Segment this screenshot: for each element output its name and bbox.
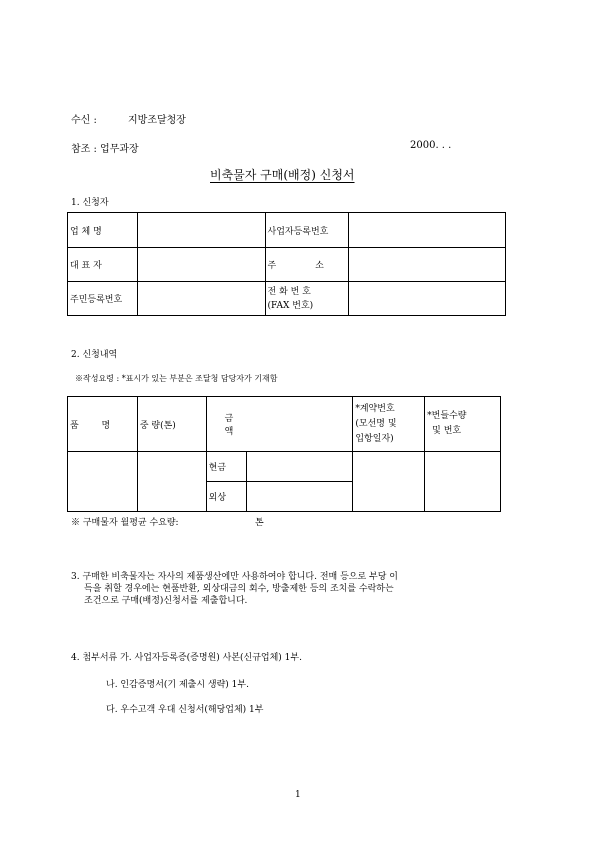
phone-field[interactable] — [349, 282, 506, 316]
table-row — [68, 452, 501, 482]
section1-heading: 1. 신청자 — [71, 198, 109, 208]
table-row — [68, 248, 506, 282]
item-field[interactable] — [68, 452, 138, 512]
request-table — [67, 396, 501, 512]
amount-header: 금 액 — [206, 397, 353, 452]
bundle-header-text: *번들수량 — [427, 411, 467, 421]
business-number-field[interactable] — [349, 213, 506, 248]
company-name-label: 업 체 명 — [68, 213, 138, 248]
cash-label: 현금 — [206, 452, 246, 482]
resident-number-label: 주민등록번호 — [68, 282, 138, 316]
representative-label: 대 표 자 — [68, 248, 138, 282]
table-row — [68, 282, 506, 316]
bundle-header-sub: 및 번호 — [432, 426, 462, 436]
document-title: 비축물자 구매(배정) 신청서 — [210, 168, 355, 182]
bundle-field[interactable] — [425, 452, 501, 512]
pledge-line-2: 득을 취할 경우에는 현품반환, 외상대금의 회수, 방출제한 등의 조치를 수락하는 — [84, 584, 394, 594]
address-label: 주 소 — [265, 248, 349, 282]
contract-header — [353, 397, 425, 452]
monthly-demand-label: ※ 구매물자 월평균 수요량: — [71, 518, 179, 528]
section2-heading: 2. 신청내역 — [71, 350, 118, 360]
attachments-line-2: 나. 인감증명서(기 제출시 생략) 1부. — [106, 680, 249, 690]
representative-field[interactable] — [137, 248, 265, 282]
pledge-line-1: 3. 구매한 비축물자는 자사의 제품생산에만 사용하여야 합니다. 전매 등으로 부당 이 — [71, 572, 398, 582]
address-field[interactable] — [349, 248, 506, 282]
quantity-field[interactable] — [137, 452, 206, 512]
item-header: 품 명 — [68, 397, 138, 452]
recipient-value: 지방조달청장 — [128, 115, 186, 126]
applicant-table — [67, 212, 506, 316]
reference-label: 참조 : 업무과장 — [71, 144, 139, 155]
resident-number-field[interactable] — [137, 282, 265, 316]
writing-guide-note: ※작성요령 : *표시가 있는 부분은 조달청 담당자가 기재함 — [75, 374, 278, 383]
fax-label-text: (FAX 번호) — [267, 300, 314, 311]
contract-header-text: *계약번호 — [355, 403, 395, 414]
page-number: 1 — [295, 790, 301, 800]
credit-label: 외상 — [206, 482, 246, 512]
attachments-line-1: 4. 첨부서류 가. 사업자등록증(증명원) 사본(신규업체) 1부. — [71, 653, 302, 663]
quantity-header: 중 량(톤) — [137, 397, 206, 452]
monthly-demand-unit: 톤 — [255, 518, 264, 528]
credit-amount-field[interactable] — [246, 482, 353, 512]
bundle-header — [425, 397, 501, 452]
table-row — [68, 213, 506, 248]
pledge-line-3: 조건으로 구매(배정)신청서를 제출합니다. — [84, 596, 248, 606]
contract-field[interactable] — [353, 452, 425, 512]
contract-header-sub2: 입항일자) — [355, 433, 394, 444]
cash-amount-field[interactable] — [246, 452, 353, 482]
contract-header-sub1: (모선명 및 — [355, 418, 397, 429]
company-name-field[interactable] — [137, 213, 265, 248]
table-row — [68, 397, 501, 452]
phone-label-text: 전 화 번 호 — [267, 286, 311, 297]
recipient-label: 수신 : — [71, 115, 97, 126]
document-date: 2000. . . — [410, 140, 452, 151]
attachments-line-3: 다. 우수고객 우대 신청서(해당업체) 1부 — [106, 705, 264, 715]
phone-label — [265, 282, 349, 316]
business-number-label: 사업자등록번호 — [265, 213, 349, 248]
